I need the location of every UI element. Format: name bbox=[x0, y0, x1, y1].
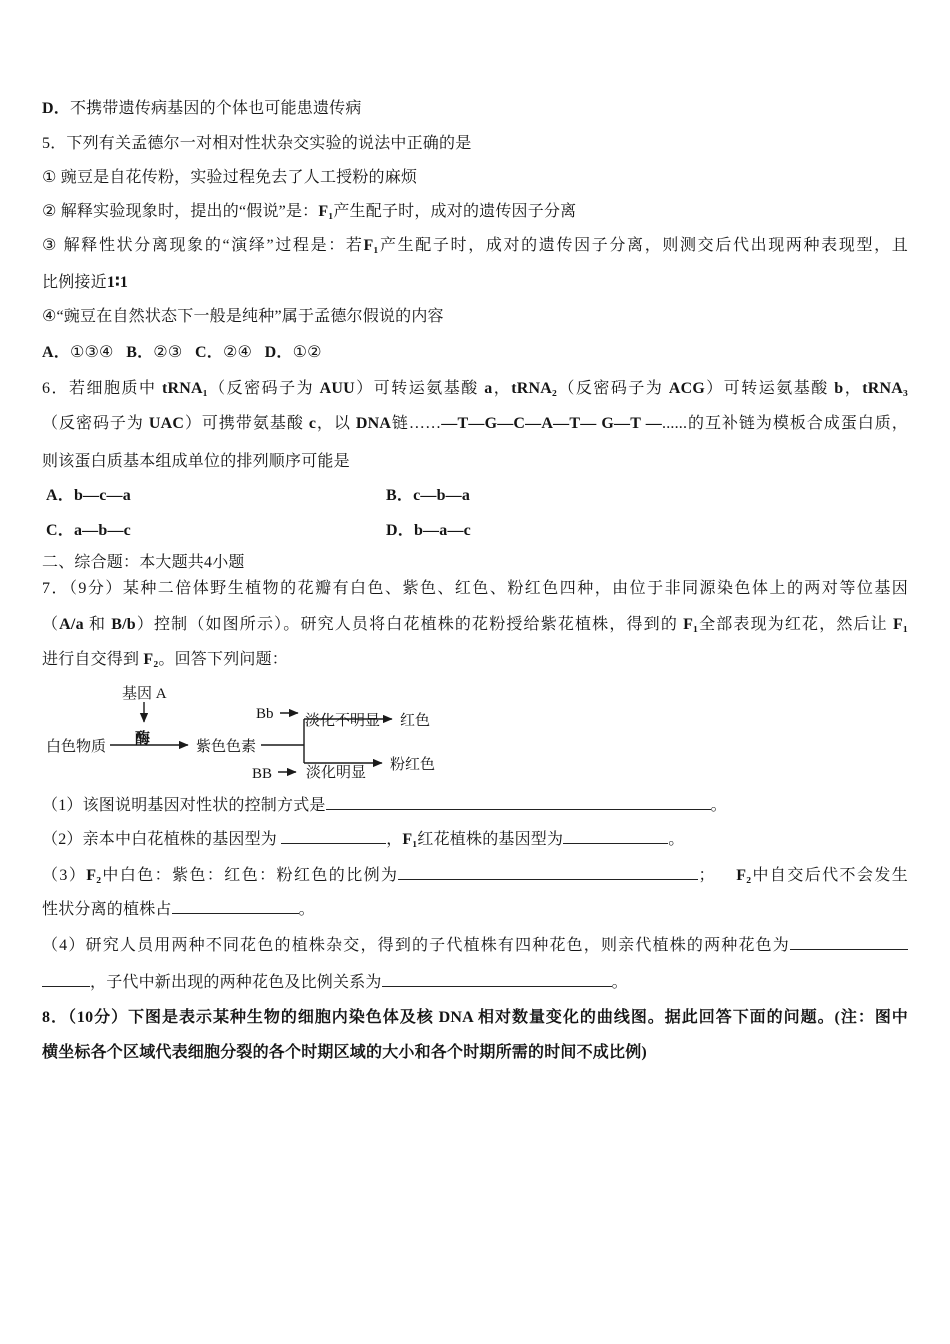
q7-blank-3: （3）F₂中白色：紫色：红色：粉红色的比例为 ； F₂中自交后代不会发生 bbox=[42, 867, 908, 884]
red-label: 红色 bbox=[400, 713, 431, 729]
purple-pigment-label: 紫色色素 bbox=[196, 739, 257, 755]
gene-a-label: 基因 A bbox=[122, 686, 167, 702]
question-7-line3: 进行自交得到 F₂。回答下列问题： bbox=[42, 651, 288, 668]
fade-slight-label: 淡化不明显 bbox=[305, 713, 381, 729]
question-8-line1: 8．（10分）下图是表示某种生物的细胞内染色体及核 DNA 相对数量变化的曲线图。据此回答下面的问题。(注：图中 bbox=[42, 1009, 908, 1026]
question-8-line2: 横坐标各个区域代表细胞分裂的各个时期区域的大小和各个时期所需的时间不成比例) bbox=[42, 1044, 647, 1061]
q6-option-a: A．b—c—a bbox=[46, 487, 131, 504]
enzyme-label: 酶 bbox=[135, 731, 151, 747]
q5-statement-3: ③ 解释性状分离现象的“演绎”过程是：若F₁产生配子时，成对的遗传因子分离，则测交后代出现两种表现型，且 bbox=[42, 237, 908, 254]
q5-options-line: A．①③④ B．②③ C．②④ D．①② bbox=[42, 344, 322, 361]
question-6-line3: 则该蛋白质基本组成单位的排列顺序可能是 bbox=[42, 453, 350, 470]
question-7-line2: （A/a 和 B/b）控制（如图所示）。研究人员将白花植株的花粉授给紫花植株，得到的 F₁全部表现为红花，然后让 F₁ bbox=[42, 616, 908, 633]
q6-option-b: B．c—b—a bbox=[386, 487, 471, 504]
white-substance-label: 白色物质 bbox=[46, 739, 107, 755]
q7-blank-2: （2）亲本中白花植株的基因型为 ，F₁红花植株的基因型为 。 bbox=[42, 831, 685, 848]
bb-het-label: Bb bbox=[256, 706, 274, 722]
flower-color-pathway-diagram bbox=[40, 682, 490, 794]
fade-obvious-label: 淡化明显 bbox=[306, 765, 367, 781]
q5-statement-3-cont: 比例接近1∶1 bbox=[42, 274, 129, 291]
question-7-line1: 7．（9分）某种二倍体野生植物的花瓣有白色、紫色、红色、粉红色四种，由位于非同源染色体上的两对等位基因 bbox=[42, 580, 908, 597]
question-6-line1: 6．若细胞质中 tRNA₁（反密码子为 AUU）可转运氨基酸 a，tRNA₂（反密码子为 ACG）可转运氨基酸 b，tRNA₃ bbox=[42, 380, 909, 397]
q6-option-c: C．a—b—c bbox=[46, 522, 131, 539]
q7-blank-1: （1）该图说明基因对性状的控制方式是 。 bbox=[42, 797, 727, 814]
pink-label: 粉红色 bbox=[390, 757, 436, 773]
q5-statement-1: ① 豌豆是自花传粉，实验过程免去了人工授粉的麻烦 bbox=[42, 169, 418, 186]
section-2-header: 二、综合题：本大题共4小题 bbox=[42, 554, 245, 571]
q7-blank-4: （4）研究人员用两种不同花色的植株杂交，得到的子代植株有四种花色，则亲代植株的两种花色为 bbox=[42, 936, 908, 956]
q5-statement-4: ④“豌豆在自然状态下一般是纯种”属于孟德尔假说的内容 bbox=[42, 308, 444, 325]
q7-blank-3-cont: 性状分离的植株占 。 bbox=[42, 901, 315, 918]
option-d-line: D．不携带遗传病基因的个体也可能患遗传病 bbox=[42, 100, 362, 117]
q7-blank-4-cont: ，子代中新出现的两种花色及比例关系为 。 bbox=[42, 973, 628, 993]
bb-hom-label: BB bbox=[252, 766, 273, 782]
q5-statement-2: ② 解释实验现象时，提出的“假说”是：F₁产生配子时，成对的遗传因子分离 bbox=[42, 203, 577, 220]
q6-option-d: D．b—a—c bbox=[386, 522, 471, 539]
question-5-stem: 5．下列有关孟德尔一对相对性状杂交实验的说法中正确的是 bbox=[42, 135, 472, 152]
question-6-line2: （反密码子为 UAC）可携带氨基酸 c，以 DNA链……—T—G—C—A—T— G—T —......的互补链为模板合成蛋白质， bbox=[42, 415, 908, 432]
